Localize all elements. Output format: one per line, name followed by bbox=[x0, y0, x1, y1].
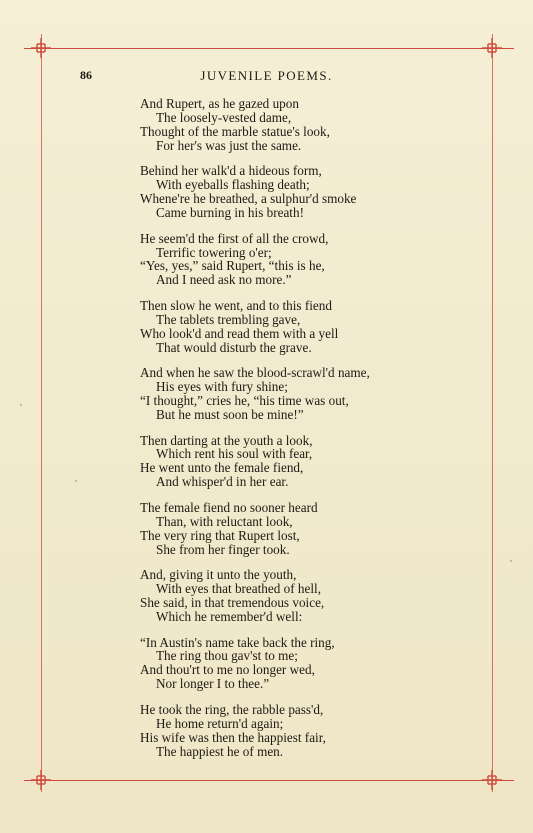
verse-line: Then slow he went, and to this fiend bbox=[140, 297, 332, 313]
verse-line: Nor longer I to thee.” bbox=[156, 676, 270, 692]
corner-ornament-icon bbox=[481, 769, 503, 791]
stanza bbox=[140, 232, 440, 288]
verse-line: Behind her walk'd a hideous form, bbox=[140, 163, 322, 179]
stanza bbox=[140, 299, 440, 355]
verse-line: The loosely-vested dame, bbox=[156, 109, 292, 125]
verse-line: He went unto the female fiend, bbox=[140, 460, 304, 476]
corner-ornament-icon bbox=[481, 37, 503, 59]
verse-line: With eyeballs flashing death; bbox=[156, 177, 310, 193]
stanza bbox=[140, 568, 440, 624]
stanza bbox=[140, 97, 440, 153]
left-border-rule bbox=[41, 34, 42, 792]
verse-line: Whene're he breathed, a sulphur'd smoke bbox=[140, 191, 357, 207]
verse-line: The tablets trembling gave, bbox=[156, 311, 301, 327]
verse-line: “I thought,” cries he, “his time was out, bbox=[140, 393, 349, 409]
stanza bbox=[140, 366, 440, 422]
corner-ornament-icon bbox=[30, 769, 52, 791]
verse-line: He took the ring, the rabble pass'd, bbox=[140, 701, 324, 717]
stanza bbox=[140, 434, 440, 490]
verse-line: Than, with reluctant look, bbox=[156, 513, 293, 529]
verse-line: And Rupert, as he gazed upon bbox=[140, 96, 299, 111]
verse-line: Who look'd and read them with a yell bbox=[140, 325, 339, 341]
verse-line: The female fiend no sooner heard bbox=[140, 499, 318, 515]
verse-line: Terrific towering o'er; bbox=[156, 244, 272, 260]
verse-line: Then darting at the youth a look, bbox=[140, 432, 313, 448]
paper-speck bbox=[75, 480, 77, 482]
verse-line: His wife was then the happiest fair, bbox=[140, 729, 326, 745]
verse-line: And whisper'd in her ear. bbox=[156, 474, 289, 490]
verse-line: That would disturb the grave. bbox=[156, 339, 312, 355]
verse-line: And I need ask no more.” bbox=[156, 272, 292, 288]
stanza bbox=[140, 164, 440, 220]
verse-line: Came burning in his breath! bbox=[156, 205, 304, 221]
verse-line: Which rent his soul with fear, bbox=[156, 446, 313, 462]
verse-line: “Yes, yes,” said Rupert, “this is he, bbox=[140, 258, 325, 274]
verse-line: He home return'd again; bbox=[156, 715, 284, 731]
verse-line: The very ring that Rupert lost, bbox=[140, 527, 300, 543]
paper-speck bbox=[20, 404, 22, 406]
verse-line: And, giving it unto the youth, bbox=[140, 567, 297, 583]
verse-line: He seem'd the first of all the crowd, bbox=[140, 230, 329, 246]
verse-line: With eyes that breathed of hell, bbox=[156, 581, 321, 597]
running-head: JUVENILE POEMS. bbox=[200, 68, 333, 83]
right-border-rule bbox=[492, 34, 493, 792]
verse-line: For her's was just the same. bbox=[156, 137, 302, 153]
corner-ornament-icon bbox=[30, 37, 52, 59]
top-border-rule bbox=[24, 48, 514, 49]
stanza bbox=[140, 703, 440, 759]
verse-line: Thought of the marble statue's look, bbox=[140, 123, 330, 139]
verse-line: The happiest he of men. bbox=[156, 743, 284, 759]
verse-line: His eyes with fury shine; bbox=[156, 379, 288, 395]
verse-line: But he must soon be mine!” bbox=[156, 406, 304, 422]
verse-line: “In Austin's name take back the ring, bbox=[140, 634, 335, 650]
page-header bbox=[0, 68, 533, 88]
verse-line: The ring thou gav'st to me; bbox=[156, 648, 298, 664]
stanza bbox=[140, 636, 440, 692]
page-number: 86 bbox=[80, 68, 92, 82]
verse-line: She said, in that tremendous voice, bbox=[140, 595, 325, 610]
poem-body bbox=[140, 97, 440, 770]
verse-line: She from her finger took. bbox=[156, 541, 290, 557]
paper-speck bbox=[510, 560, 512, 562]
verse-line: And thou'rt to me no longer wed, bbox=[140, 662, 315, 678]
verse-line: And when he saw the blood-scrawl'd name, bbox=[140, 365, 370, 381]
bottom-border-rule bbox=[24, 780, 514, 781]
stanza bbox=[140, 501, 440, 557]
verse-line: Which he remember'd well: bbox=[156, 608, 303, 624]
